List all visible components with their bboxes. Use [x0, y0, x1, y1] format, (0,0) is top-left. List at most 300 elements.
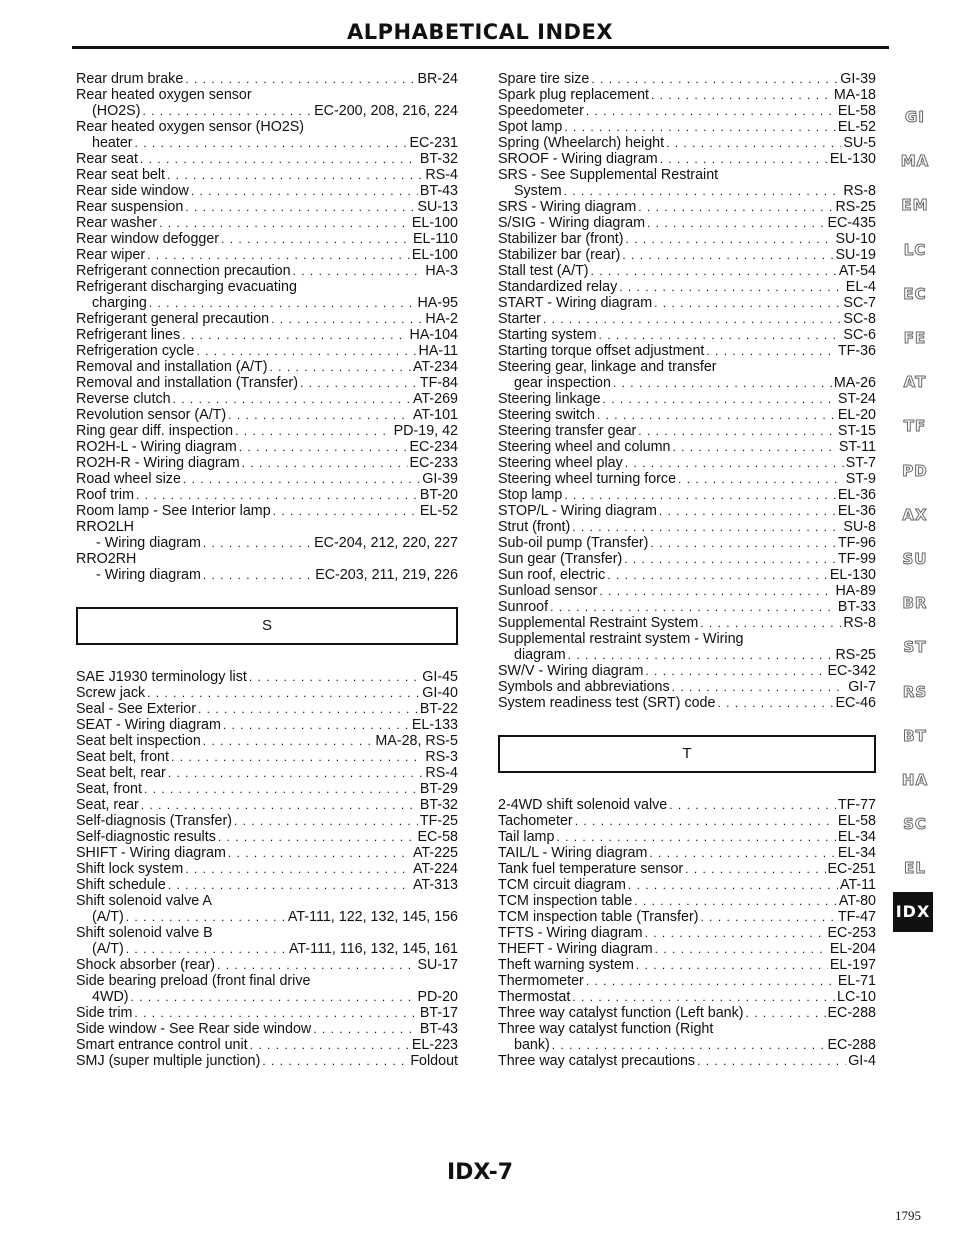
index-entry — [498, 845, 876, 861]
entry-page-ref: EL-34 — [837, 845, 876, 861]
section-tab-gi[interactable]: GI — [905, 108, 925, 126]
dot-leader — [271, 311, 423, 327]
right-column — [498, 71, 876, 1069]
dot-leader — [149, 295, 416, 311]
entry-page-ref: EL-36 — [837, 487, 876, 503]
dot-leader — [273, 503, 418, 519]
dot-leader — [242, 455, 408, 471]
index-entry — [76, 781, 458, 797]
entry-page-ref: TF-77 — [837, 797, 876, 813]
entry-page-ref: BT-20 — [419, 487, 458, 503]
dot-leader — [655, 941, 828, 957]
dot-leader — [552, 1037, 826, 1053]
index-entry — [76, 717, 458, 733]
entry-term: Side window - See Rear side window — [76, 1021, 312, 1037]
entry-term: Three way catalyst precautions — [498, 1053, 696, 1069]
entry-page-ref: LC-10 — [837, 989, 876, 1005]
page-title: ALPHABETICAL INDEX — [346, 20, 614, 44]
entry-term: TCM inspection table (Transfer) — [498, 909, 699, 925]
index-entry — [76, 487, 458, 503]
entry-page-ref: SC-8 — [843, 311, 876, 327]
dot-leader — [239, 439, 408, 455]
entry-term: THEFT - Wiring diagram — [498, 941, 653, 957]
entry-page-ref: EL-58 — [837, 813, 876, 829]
entry-term: Smart entrance control unit — [76, 1037, 248, 1053]
section-tab-br[interactable]: BR — [902, 594, 928, 613]
dot-leader — [568, 647, 834, 663]
entry-page-ref: EC-288 — [827, 1005, 876, 1021]
entry-term: SW/V - Wiring diagram — [498, 663, 644, 679]
section-tab-rs[interactable]: RS — [902, 682, 928, 701]
entry-term: Steering switch — [498, 407, 595, 423]
index-heading-line: Shift solenoid valve B — [76, 925, 213, 941]
dot-leader — [564, 183, 842, 199]
dot-leader — [140, 151, 418, 167]
index-entry — [76, 765, 458, 781]
section-tab-lc[interactable]: LC — [903, 240, 927, 259]
index-entry — [498, 695, 876, 711]
entry-page-ref: TF-47 — [837, 909, 876, 925]
dot-leader — [697, 1053, 846, 1069]
dot-leader — [171, 749, 423, 765]
index-entry — [76, 797, 458, 813]
entry-page-ref: BT-22 — [419, 701, 458, 717]
entry-page-ref: HA-3 — [425, 263, 458, 279]
entry-term: START - Wiring diagram — [498, 295, 653, 311]
entry-page-ref: AT-224 — [412, 861, 458, 877]
entry-page-ref: AT-269 — [412, 391, 458, 407]
index-entry — [498, 119, 876, 135]
index-heading-line: Supplemental restraint system - Wiring — [498, 631, 744, 647]
index-entry — [498, 439, 876, 455]
dot-leader — [659, 503, 836, 519]
dot-leader — [717, 695, 833, 711]
dot-leader — [250, 1037, 410, 1053]
section-tab-bt[interactable]: BT — [903, 726, 927, 745]
dot-leader — [223, 717, 410, 733]
dot-leader — [651, 87, 832, 103]
index-entry — [498, 797, 876, 813]
entry-term: Rear suspension — [76, 199, 184, 215]
entry-page-ref: EC-58 — [417, 829, 458, 845]
index-heading-line: Refrigerant discharging evacuating — [76, 279, 297, 295]
dot-leader — [586, 103, 836, 119]
index-entry — [76, 685, 458, 701]
index-entry — [76, 813, 458, 829]
index-entry — [76, 71, 458, 87]
entry-term: Rear side window — [76, 183, 189, 199]
dot-leader — [183, 471, 420, 487]
entry-page-ref: SU-17 — [417, 957, 458, 973]
entry-page-ref: EL-223 — [411, 1037, 458, 1053]
index-entry — [498, 199, 876, 215]
entry-page-ref: GI-39 — [422, 471, 458, 487]
section-tab-tf[interactable]: TF — [903, 417, 927, 436]
index-entry — [76, 957, 458, 973]
entry-term: Spring (Wheelarch) height — [498, 135, 665, 151]
dot-leader — [625, 455, 844, 471]
entry-page-ref: EL-36 — [837, 503, 876, 519]
entry-term: Sun gear (Transfer) — [498, 551, 623, 567]
index-entry — [498, 519, 876, 535]
entry-page-ref: EL-100 — [411, 215, 458, 231]
corner-page-number: 1795 — [895, 1208, 921, 1223]
entry-term: Steering wheel turning force — [498, 471, 677, 487]
index-entry — [76, 455, 458, 471]
entry-page-ref: EL-130 — [829, 151, 876, 167]
index-heading-line: Rear heated oxygen sensor (HO2S) — [76, 119, 305, 135]
entry-term: Refrigeration cycle — [76, 343, 195, 359]
entry-page-ref: EL-4 — [845, 279, 876, 295]
dot-leader — [217, 957, 415, 973]
index-entry — [76, 941, 458, 957]
left-column — [76, 71, 458, 1069]
dot-leader — [634, 893, 837, 909]
entry-page-ref: RS-3 — [425, 749, 458, 765]
entry-term: SMJ (super multiple junction) — [76, 1053, 261, 1069]
index-entry — [498, 487, 876, 503]
index-entry — [498, 973, 876, 989]
dot-leader — [575, 813, 836, 829]
dot-leader — [672, 679, 847, 695]
entry-term: RO2H-L - Wiring diagram — [76, 439, 237, 455]
index-entry — [498, 455, 876, 471]
entry-page-ref: AT-80 — [838, 893, 876, 909]
entry-term: Seat belt, front — [76, 749, 169, 765]
section-tab-ma[interactable]: MA — [900, 152, 930, 171]
index-entry — [498, 813, 876, 829]
index-entry — [76, 503, 458, 519]
entry-term: Strut (front) — [498, 519, 571, 535]
entry-term: (A/T) — [92, 941, 124, 957]
entry-term: (HO2S) — [92, 103, 141, 119]
dot-leader — [628, 877, 838, 893]
dot-leader — [136, 487, 418, 503]
index-entry — [76, 391, 458, 407]
dot-leader — [613, 375, 832, 391]
entry-page-ref: EC-46 — [835, 695, 876, 711]
index-entry — [498, 909, 876, 925]
dot-leader — [142, 103, 312, 119]
index-entry — [498, 583, 876, 599]
entry-term: Reverse clutch — [76, 391, 171, 407]
entry-term: Tank fuel temperature sensor — [498, 861, 684, 877]
dot-leader — [168, 877, 411, 893]
dot-leader — [607, 567, 828, 583]
entry-term: Stabilizer bar (rear) — [498, 247, 621, 263]
entry-term: TFTS - Wiring diagram — [498, 925, 643, 941]
entry-term: TCM inspection table — [498, 893, 633, 909]
dot-leader — [131, 989, 416, 1005]
entry-term: Seat, rear — [76, 797, 139, 813]
index-entry — [498, 829, 876, 845]
entry-page-ref: RS-8 — [843, 615, 876, 631]
dot-leader — [543, 311, 842, 327]
entry-page-ref: AT-225 — [412, 845, 458, 861]
entry-term: Screw jack — [76, 685, 146, 701]
section-tab-at[interactable]: AT — [903, 373, 927, 392]
dot-leader — [313, 1021, 418, 1037]
entry-page-ref: PD-19, 42 — [393, 423, 458, 439]
entry-page-ref: EL-110 — [412, 231, 458, 247]
index-entry — [498, 135, 876, 151]
entry-term: Spot lamp — [498, 119, 563, 135]
entry-term: Seat, front — [76, 781, 142, 797]
index-entry — [76, 375, 458, 391]
entry-term: TAIL/L - Wiring diagram — [498, 845, 648, 861]
index-entry — [498, 647, 876, 663]
entry-term: Stall test (A/T) — [498, 263, 589, 279]
entry-term: Starting torque offset adjustment — [498, 343, 705, 359]
dot-leader — [626, 231, 834, 247]
entry-page-ref: TF-99 — [837, 551, 876, 567]
index-entry — [76, 183, 458, 199]
entry-term: SEAT - Wiring diagram — [76, 717, 221, 733]
entry-term: Steering wheel play — [498, 455, 623, 471]
entry-page-ref: BT-33 — [837, 599, 876, 615]
dot-leader — [262, 1053, 408, 1069]
entry-page-ref: AT-54 — [838, 263, 876, 279]
index-entry — [498, 1005, 876, 1021]
entry-page-ref: GI-7 — [848, 679, 876, 695]
index-entry — [76, 151, 458, 167]
dot-leader — [228, 407, 411, 423]
entry-term: Steering wheel and column — [498, 439, 671, 455]
dot-leader — [191, 183, 418, 199]
entry-page-ref: EC-233 — [409, 455, 458, 471]
entry-term: Sub-oil pump (Transfer) — [498, 535, 649, 551]
index-entry — [76, 263, 458, 279]
entry-page-ref: BT-29 — [419, 781, 458, 797]
section-tab-idx[interactable]: IDX — [893, 892, 933, 932]
entry-term: STOP/L - Wiring diagram — [498, 503, 657, 519]
entry-term: SAE J1930 terminology list — [76, 669, 247, 685]
section-tab-sc[interactable]: SC — [903, 815, 927, 834]
index-entry — [76, 877, 458, 893]
spacer — [76, 583, 458, 607]
dot-leader — [218, 829, 416, 845]
entry-page-ref: HA-95 — [417, 295, 458, 311]
entry-page-ref: EL-20 — [837, 407, 876, 423]
entry-page-ref: EC-200, 208, 216, 224 — [314, 103, 458, 119]
dot-leader — [636, 957, 828, 973]
entry-page-ref: HA-2 — [425, 311, 458, 327]
entry-term: Seal - See Exterior — [76, 701, 196, 717]
section-tab-ec[interactable]: EC — [903, 284, 927, 303]
entry-term: Self-diagnosis (Transfer) — [76, 813, 232, 829]
entry-term: charging — [92, 295, 147, 311]
index-heading-line: Side bearing preload (front final drive — [76, 973, 311, 989]
index-entry — [76, 669, 458, 685]
index-entry — [498, 231, 876, 247]
index-entry — [76, 167, 458, 183]
index-entry — [498, 551, 876, 567]
entry-term: System readiness test (SRT) code — [498, 695, 716, 711]
entry-term: Rear window defogger — [76, 231, 220, 247]
spacer — [498, 711, 876, 735]
section-tab-el[interactable]: EL — [904, 859, 926, 878]
section-letter-box: S — [76, 607, 458, 645]
entry-term: Tail lamp — [498, 829, 555, 845]
index-entry — [498, 989, 876, 1005]
entry-term: Stabilizer bar (front) — [498, 231, 624, 247]
entry-term: Steering linkage — [498, 391, 601, 407]
index-entry — [498, 391, 876, 407]
entry-page-ref: ST-24 — [837, 391, 876, 407]
entry-term: Rear seat — [76, 151, 138, 167]
index-heading-line: SRS - See Supplemental Restraint — [498, 167, 719, 183]
page-number: IDX-7 — [446, 1160, 514, 1185]
entry-page-ref: EC-342 — [827, 663, 876, 679]
entry-page-ref: PD-20 — [417, 989, 458, 1005]
index-entry — [498, 679, 876, 695]
entry-term: Shift schedule — [76, 877, 166, 893]
index-heading-line: Three way catalyst function (Right — [498, 1021, 714, 1037]
entry-page-ref: EL-52 — [837, 119, 876, 135]
entry-term: Seat belt, rear — [76, 765, 166, 781]
dot-leader — [293, 263, 424, 279]
entry-term: Speedometer — [498, 103, 584, 119]
entry-page-ref: GI-4 — [848, 1053, 876, 1069]
entry-page-ref: EL-34 — [837, 829, 876, 845]
index-entry — [498, 311, 876, 327]
entry-term: 4WD) — [92, 989, 129, 1005]
entry-page-ref: RS-25 — [835, 647, 876, 663]
dot-leader — [234, 813, 418, 829]
dot-leader — [599, 583, 833, 599]
dot-leader — [159, 215, 410, 231]
dot-leader — [649, 845, 835, 861]
entry-page-ref: SC-7 — [843, 295, 876, 311]
index-entry — [76, 247, 458, 263]
spacer — [498, 773, 876, 797]
entry-page-ref: Foldout — [410, 1053, 458, 1069]
entry-page-ref: TF-25 — [419, 813, 458, 829]
index-entry — [498, 103, 876, 119]
entry-page-ref: RS-8 — [843, 183, 876, 199]
section-tab-em[interactable]: EM — [901, 196, 929, 215]
entry-term: Spare tire size — [498, 71, 590, 87]
index-entry — [498, 343, 876, 359]
entry-page-ref: RS-4 — [425, 167, 458, 183]
entry-term: RO2H-R - Wiring diagram — [76, 455, 240, 471]
index-entry — [76, 1037, 458, 1053]
entry-term: Theft warning system — [498, 957, 634, 973]
dot-leader — [591, 71, 838, 87]
entry-term: Seat belt inspection — [76, 733, 201, 749]
entry-page-ref: ST-9 — [845, 471, 876, 487]
entry-page-ref: TF-36 — [837, 343, 876, 359]
index-entry — [498, 567, 876, 583]
entry-page-ref: ST-11 — [838, 439, 876, 455]
dot-leader — [647, 215, 826, 231]
index-entry — [76, 295, 458, 311]
section-tab-ha[interactable]: HA — [901, 771, 929, 789]
dot-leader — [249, 669, 420, 685]
dot-leader — [622, 247, 833, 263]
entry-page-ref: HA-89 — [835, 583, 876, 599]
index-entry — [498, 877, 876, 893]
index-entry — [498, 279, 876, 295]
dot-leader — [700, 615, 841, 631]
entry-term: Steering transfer gear — [498, 423, 637, 439]
dot-leader — [645, 925, 826, 941]
entry-page-ref: TF-84 — [419, 375, 458, 391]
entry-term: Rear seat belt — [76, 167, 166, 183]
index-entry — [76, 1005, 458, 1021]
dot-leader — [550, 599, 836, 615]
entry-term: diagram — [514, 647, 566, 663]
entry-page-ref: SU-19 — [835, 247, 876, 263]
spacer — [76, 645, 458, 669]
dot-leader — [300, 375, 418, 391]
entry-page-ref: MA-18 — [833, 87, 876, 103]
index-heading-line: RRO2RH — [76, 551, 137, 567]
index-entry — [498, 925, 876, 941]
index-entry — [76, 733, 458, 749]
entry-term: Starter — [498, 311, 541, 327]
entry-page-ref: SU-13 — [417, 199, 458, 215]
dot-leader — [126, 941, 287, 957]
entry-page-ref: EC-234 — [409, 439, 458, 455]
section-tab-su[interactable]: SU — [902, 550, 928, 568]
entry-term: Tachometer — [498, 813, 573, 829]
entry-term: Starting system — [498, 327, 597, 343]
index-entry — [76, 135, 458, 151]
entry-page-ref: BT-17 — [419, 1005, 458, 1021]
index-entry — [76, 103, 458, 119]
dot-leader — [650, 535, 835, 551]
entry-term: Shift lock system — [76, 861, 184, 877]
entry-page-ref: EC-253 — [827, 925, 876, 941]
index-entry — [498, 151, 876, 167]
dot-leader — [135, 135, 408, 151]
entry-page-ref: EL-100 — [411, 247, 458, 263]
entry-term: System — [514, 183, 562, 199]
entry-page-ref: SU-5 — [843, 135, 876, 151]
entry-page-ref: MA-26 — [833, 375, 876, 391]
index-entry — [498, 861, 876, 877]
entry-page-ref: BT-32 — [419, 151, 458, 167]
entry-page-ref: AT-234 — [412, 359, 458, 375]
section-tab-ax[interactable]: AX — [902, 505, 928, 524]
index-entry — [498, 663, 876, 679]
entry-term: TCM circuit diagram — [498, 877, 626, 893]
index-entry — [498, 471, 876, 487]
section-tab-pd[interactable]: PD — [902, 461, 928, 480]
entry-term: Standardized relay — [498, 279, 618, 295]
section-tab-fe[interactable]: FE — [903, 329, 927, 347]
index-entry — [498, 327, 876, 343]
section-tab-st[interactable]: ST — [903, 638, 927, 657]
entry-page-ref: EL-130 — [829, 567, 876, 583]
entry-term: Stop lamp — [498, 487, 563, 503]
dot-leader — [645, 663, 825, 679]
dot-leader — [221, 231, 411, 247]
index-entry — [498, 503, 876, 519]
entry-page-ref: EL-71 — [837, 973, 876, 989]
entry-page-ref: AT-111, 116, 132, 145, 161 — [288, 941, 458, 957]
entry-page-ref: TF-96 — [837, 535, 876, 551]
index-entry — [76, 829, 458, 845]
dot-leader — [235, 423, 392, 439]
entry-page-ref: ST-7 — [845, 455, 876, 471]
dot-leader — [144, 781, 418, 797]
index-entry — [76, 909, 458, 925]
index-entry — [76, 311, 458, 327]
index-entry — [76, 989, 458, 1005]
entry-page-ref: MA-28, RS-5 — [375, 733, 458, 749]
